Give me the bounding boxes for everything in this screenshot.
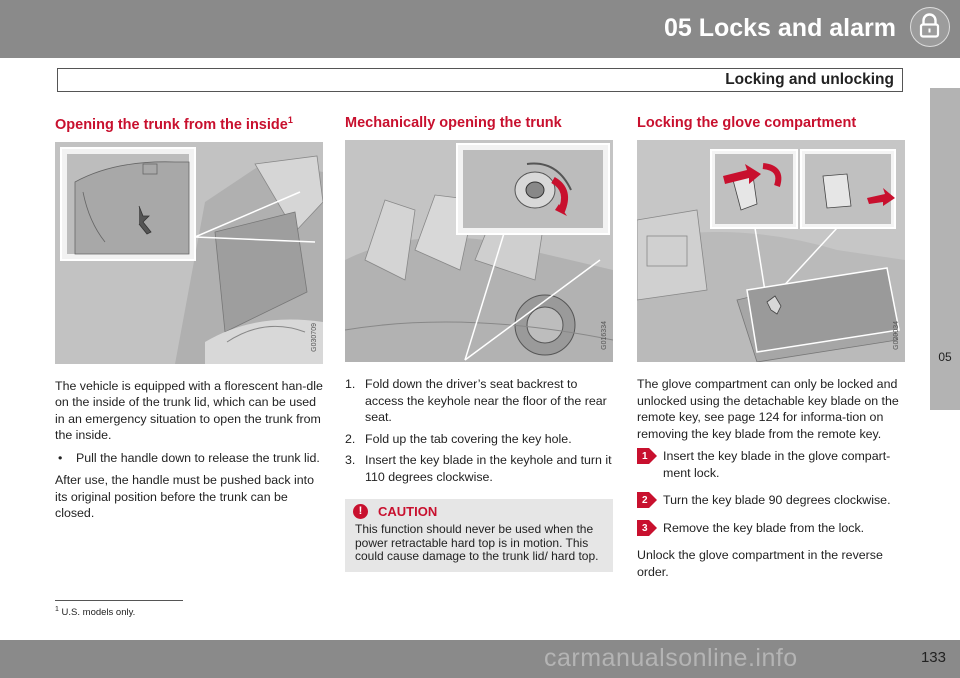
step-number-icon: 1 — [637, 448, 663, 464]
column-trunk-inside — [55, 115, 323, 522]
figure-code: G016334 — [601, 321, 608, 350]
watermark[interactable]: carmanualsonline.info — [544, 644, 798, 672]
paragraph: The vehicle is equipped with a florescent han-dle on the inside of the trunk lid, which can be used in an emergency situation to open the trunk from the inside. — [55, 378, 323, 443]
steps-list — [345, 376, 613, 485]
caution-header — [345, 499, 613, 523]
figure-glove-compartment — [637, 140, 905, 362]
footnote-ref[interactable]: 1 — [287, 115, 293, 125]
section-header — [57, 68, 903, 92]
bullet-symbol: • — [58, 450, 63, 465]
step-number-icon: 2 — [637, 492, 663, 508]
caution-box — [345, 499, 613, 572]
chapter-side-tab[interactable] — [930, 88, 960, 410]
bullet-item — [55, 450, 323, 467]
paragraph: The glove compartment can only be locked and unlocked using the detachable key blade on the remote key, see page 124 for informa-tion on removing the key blade from the remote key. — [637, 377, 899, 441]
step-item: 2 Turn the key blade 90 degrees clockwise. — [637, 492, 905, 509]
figure-trunk-lid-handle — [55, 142, 323, 364]
caution-text: This function should never be used when the power retractable hard top is in motion. This could cause damage to the trunk lid/ hard top. — [355, 522, 599, 563]
chapter-title: 05 Locks and alarm — [663, 14, 896, 42]
footer-band — [0, 640, 960, 678]
column-glove — [637, 115, 905, 580]
chapter-icon-box — [907, 6, 955, 52]
heading-mechanical: Mechanically opening the trunk — [345, 115, 562, 131]
step-item: 1 Insert the key blade in the glove compart-ment lock. — [637, 448, 905, 481]
bullet-text: Pull the handle down to release the trunk lid. — [76, 450, 320, 465]
step-item: 2. Fold up the tab covering the key hole. — [345, 431, 572, 446]
paragraph: Unlock the glove compartment in the reverse order. — [637, 548, 883, 579]
step-item: 1. Fold down the driver’s seat backrest to access the keyhole near the floor of the rear seat. — [345, 377, 607, 424]
lock-icon — [910, 7, 950, 47]
caution-title: CAUTION — [378, 504, 438, 519]
figure-code: G030709 — [311, 323, 318, 352]
step-item: 3. Insert the key blade in the keyhole and turn it 110 degrees clockwise. — [345, 453, 612, 484]
footnote-divider — [55, 600, 183, 601]
paragraph: After use, the handle must be pushed back into its original position before the trunk can be closed. — [55, 473, 314, 521]
exclamation-icon: ! — [353, 504, 368, 519]
chapter-header-band — [0, 0, 960, 58]
heading-glove: Locking the glove compartment — [637, 115, 857, 131]
figure-code: G020034 — [893, 321, 900, 350]
heading-trunk-inside: Opening the trunk from the inside$^1$ — [55, 115, 293, 133]
column-mechanical — [345, 115, 613, 572]
page-number: 133 — [920, 649, 946, 666]
step-item: 3 Remove the key blade from the lock. — [637, 520, 905, 537]
section-title: Locking and unlocking — [725, 71, 894, 88]
side-tab-label: 05 — [938, 350, 952, 364]
step-number-icon: 3 — [637, 520, 663, 536]
figure-keyhole-rear-seat — [345, 140, 613, 362]
footnote: $^1$ U.S. models only. — [55, 606, 136, 619]
